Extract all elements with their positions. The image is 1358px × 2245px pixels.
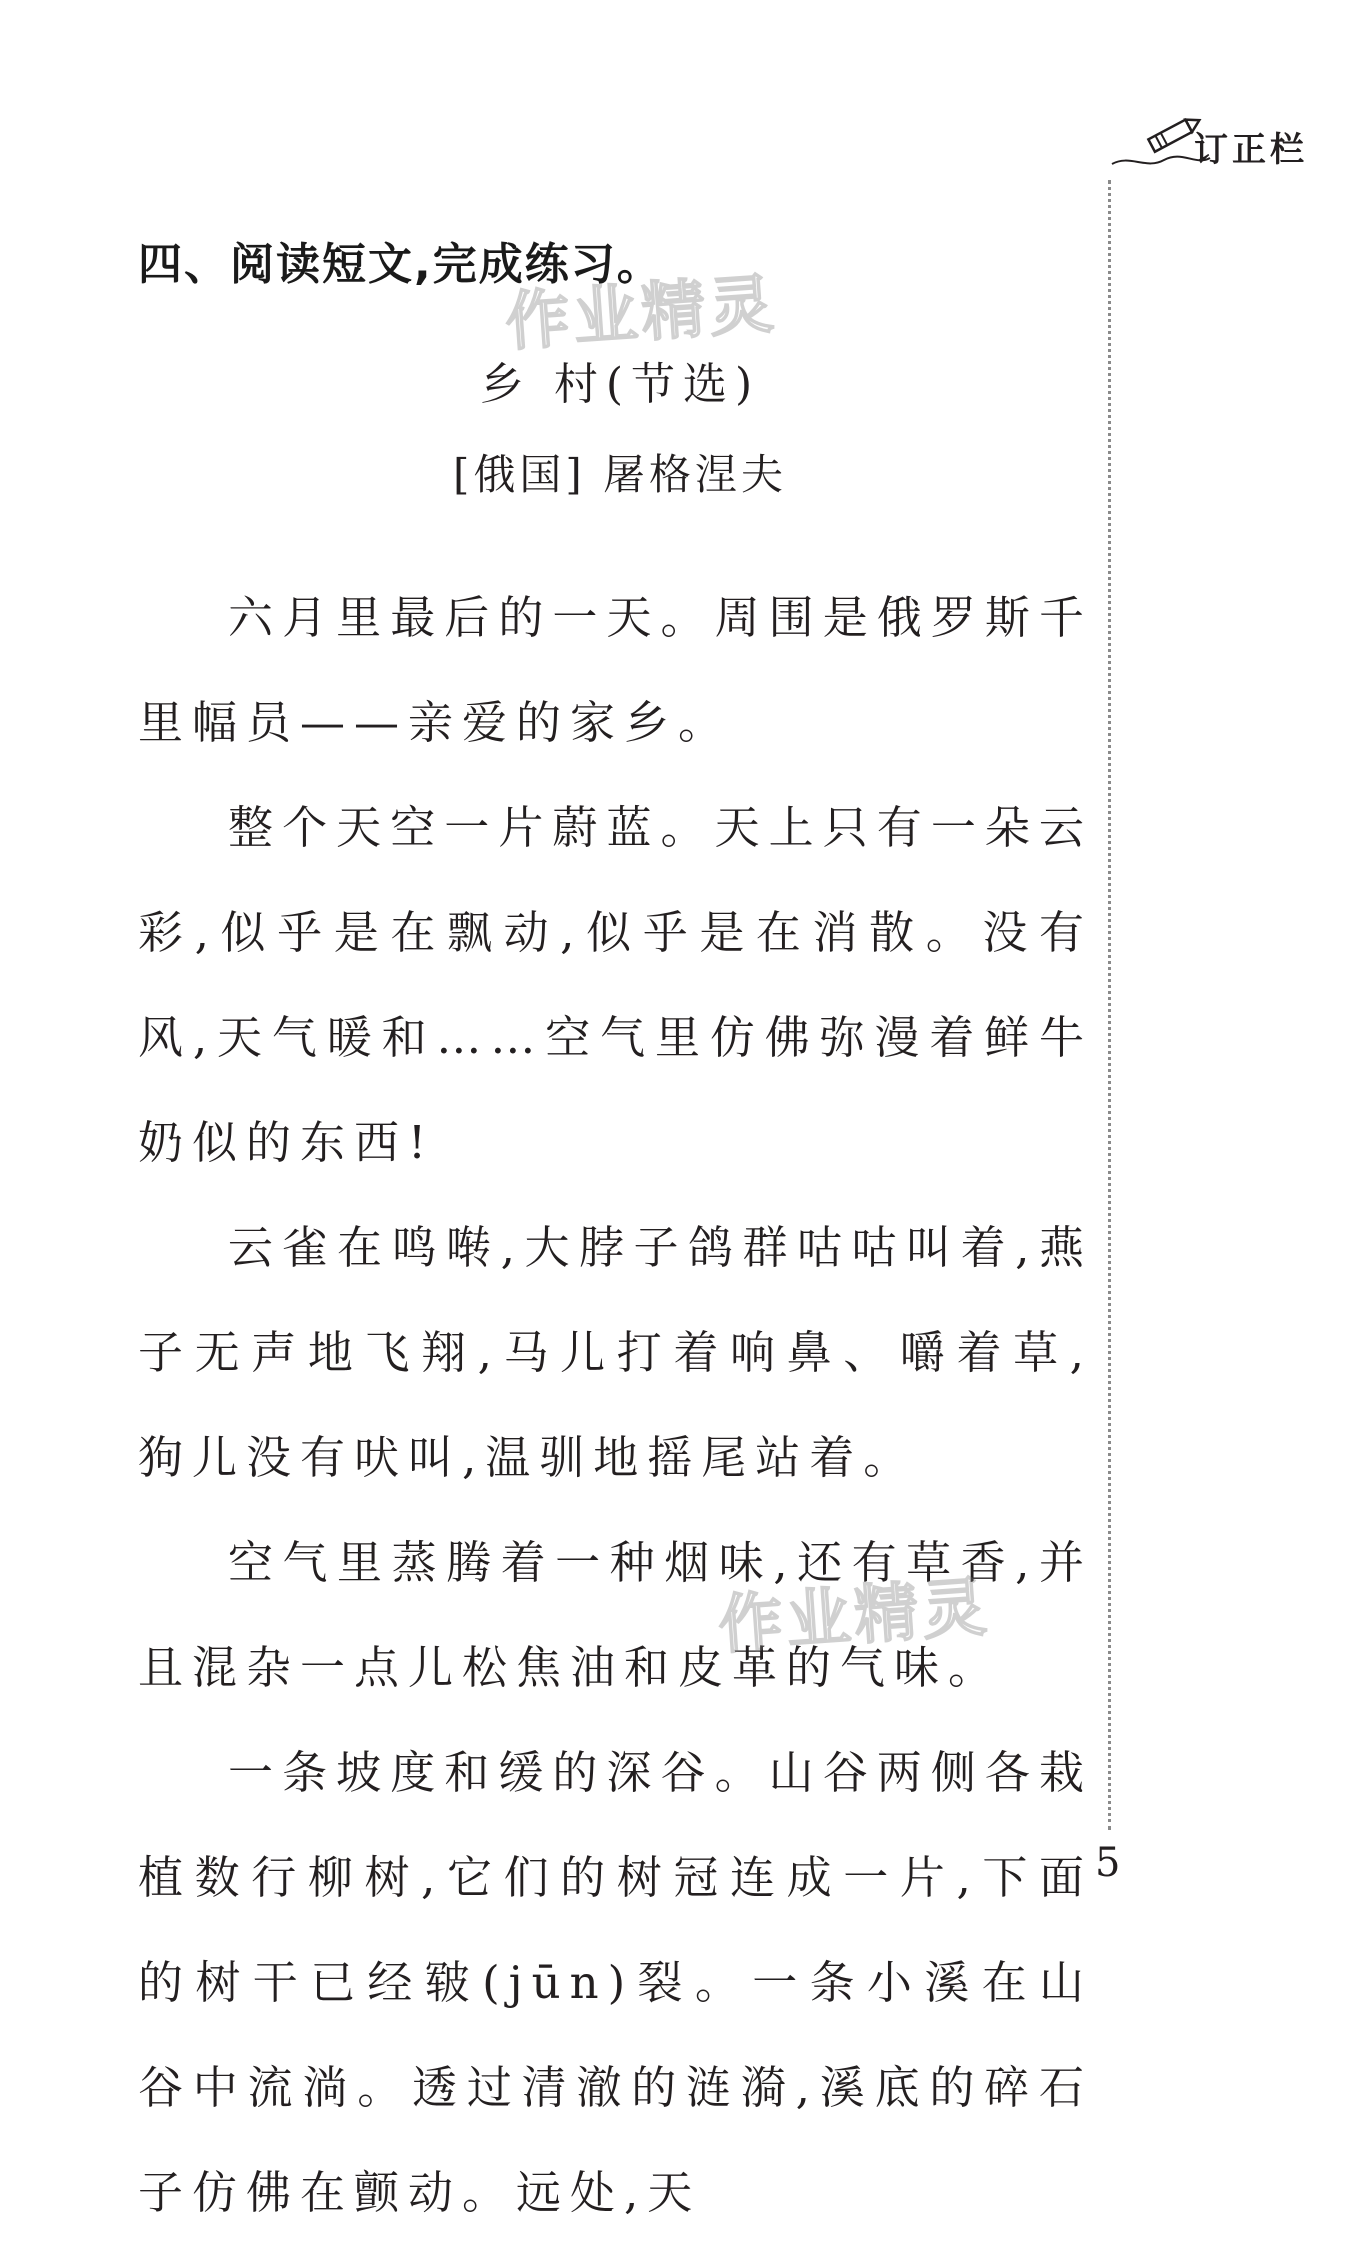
passage-body xyxy=(138,565,1093,2245)
watermark: 作业精灵 xyxy=(503,267,780,361)
watermark: 作业精灵 xyxy=(716,1570,993,1664)
paragraph: 一条坡度和缓的深谷。山谷两侧各栽植数行柳树,它们的树冠连成一片,下面的树干已经皲(jūn)裂。一条小溪在山谷中流淌。透过清澈的涟漪,溪底的碎石子仿佛在颤动。远处,天 xyxy=(138,1746,1093,2219)
correction-column-title: 订正栏 xyxy=(1194,130,1308,170)
paragraph: 空气里蒸腾着一种烟味,还有草香,并且混杂一点儿松焦油和皮革的气味。 xyxy=(138,1536,1093,1694)
correction-column-header xyxy=(1110,108,1340,178)
page-number: 5 xyxy=(1095,1840,1121,1886)
paragraph: 整个天空一片蔚蓝。天上只有一朵云彩,似乎是在飘动,似乎是在消散。没有风,天气暖和……空气里仿佛弥漫着鲜牛奶似的东西! xyxy=(138,801,1093,1169)
passage-author: [俄国] 屠格涅夫 xyxy=(452,450,788,499)
paragraph: 六月里最后的一天。周围是俄罗斯千里幅员——亲爱的家乡。 xyxy=(138,591,1093,749)
paragraph: 云雀在鸣啭,大脖子鸽群咕咕叫着,燕子无声地飞翔,马儿打着响鼻、嚼着草,狗儿没有吠叫,温驯地摇尾站着。 xyxy=(138,1221,1093,1484)
section-heading: 四、阅读短文,完成练习。 xyxy=(138,239,663,290)
passage-title: 乡 村(节选) xyxy=(479,359,761,410)
margin-divider xyxy=(1108,180,1111,1830)
